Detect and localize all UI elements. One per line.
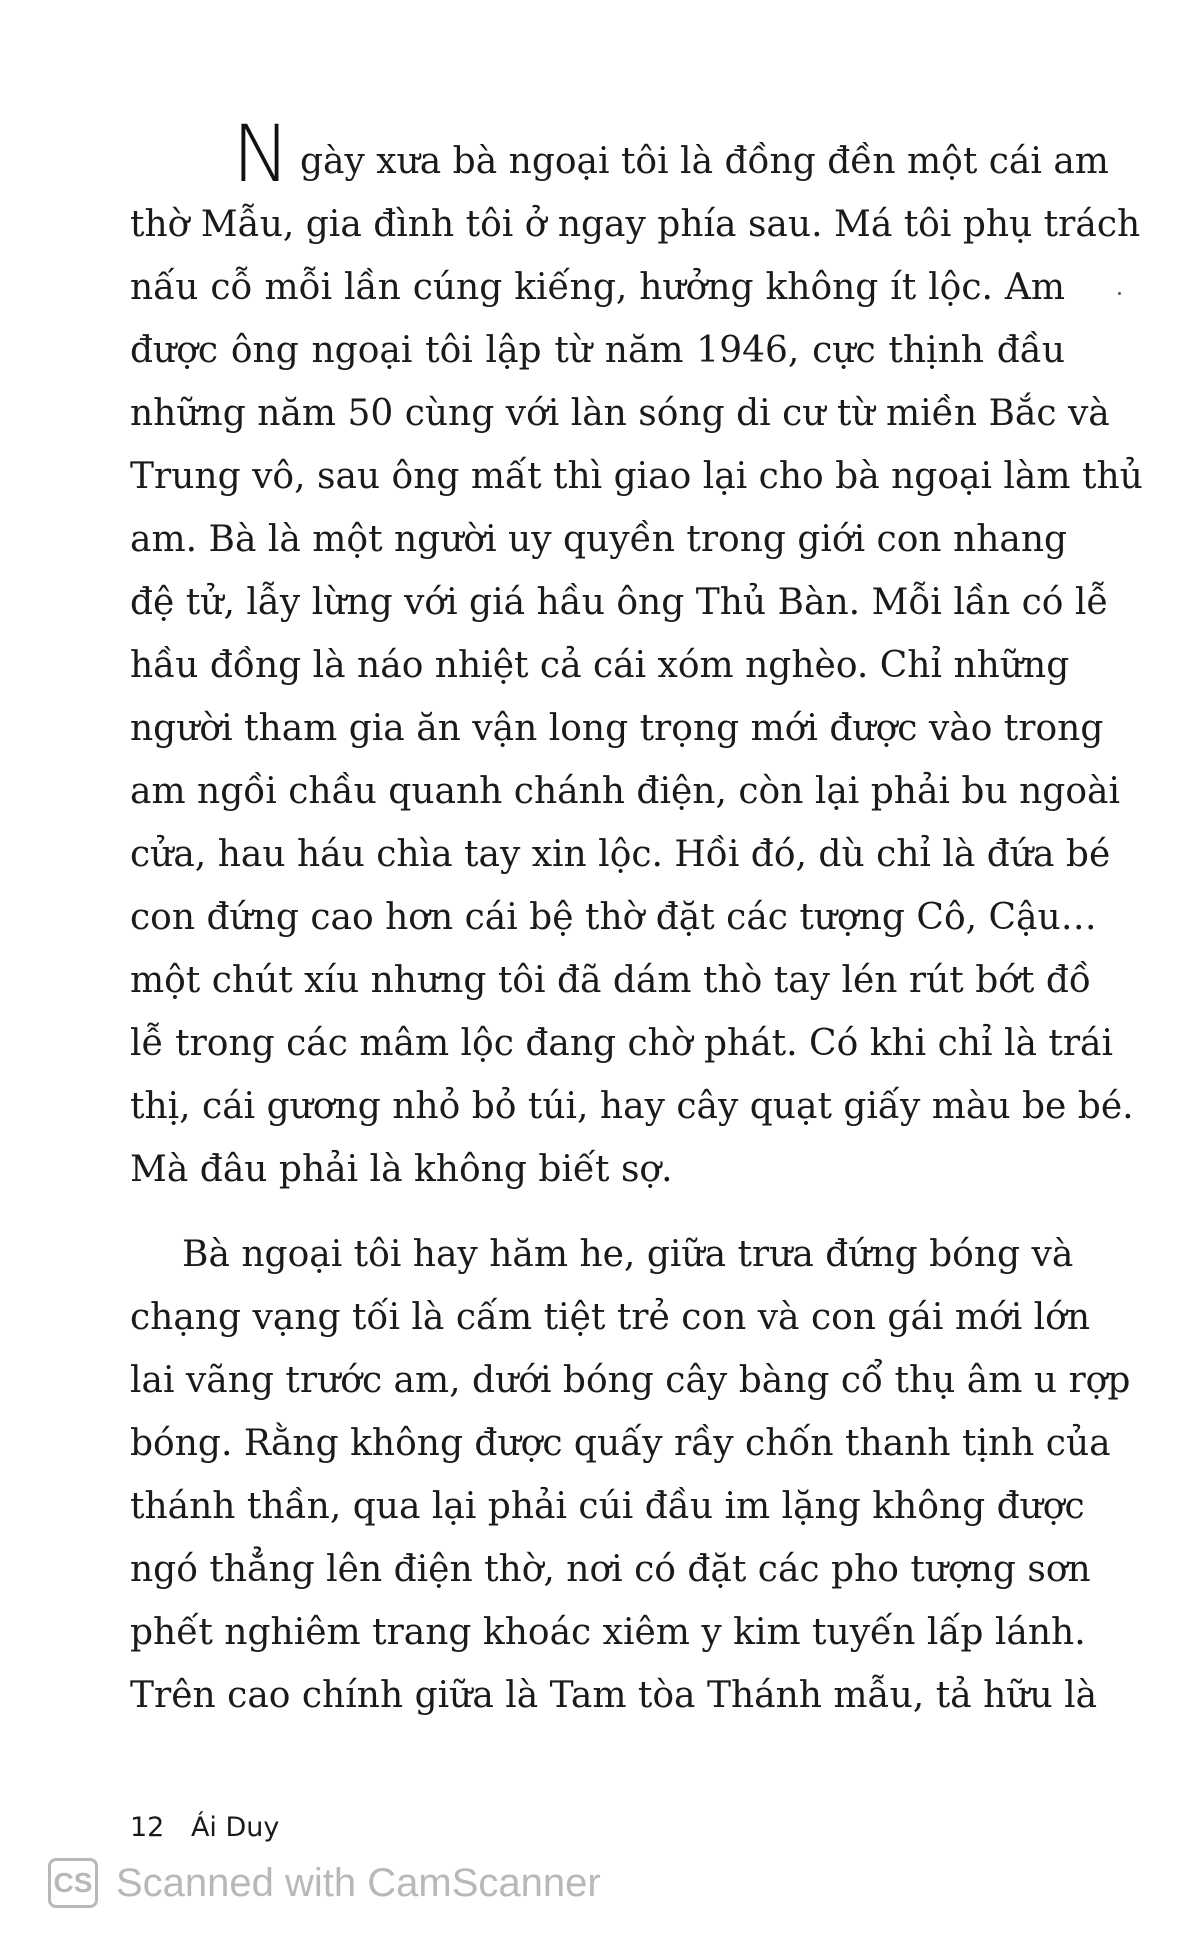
camscanner-logo-icon: CS [48, 1858, 98, 1908]
author-name: Ái Duy [190, 1812, 280, 1843]
text-line: Mà đâu phải là không biết sợ. [130, 1149, 673, 1190]
scan-speck [1118, 292, 1121, 295]
text-line: đệ tử, lẫy lừng với giá hầu ông Thủ Bàn. Mỗi lần có lễ [130, 582, 1109, 623]
text-line: ngó thẳng lên điện thờ, nơi có đặt các pho tượng sơn [130, 1549, 1091, 1590]
page-footer [130, 1812, 279, 1843]
text-line: Bà ngoại tôi hay hăm he, giữa trưa đứng bóng và [182, 1234, 1074, 1275]
text-line: được ông ngoại tôi lập từ năm 1946, cực thịnh đầu [130, 330, 1065, 371]
text-line: thị, cái gương nhỏ bỏ túi, hay cây quạt giấy màu be bé. [130, 1086, 1134, 1127]
text-line: chạng vạng tối là cấm tiệt trẻ con và con gái mới lớn [130, 1297, 1091, 1338]
text-line: gày xưa bà ngoại tôi là đồng đền một cái am [300, 141, 1109, 182]
text-line: thánh thần, qua lại phải cúi đầu im lặng không được [130, 1486, 1085, 1527]
text-line: những năm 50 cùng với làn sóng di cư từ miền Bắc và [130, 393, 1110, 434]
text-line: hầu đồng là náo nhiệt cả cái xóm nghèo. Chỉ những [130, 645, 1070, 686]
text-line: Trên cao chính giữa là Tam tòa Thánh mẫu, tả hữu là [130, 1675, 1098, 1716]
text-line: lai vãng trước am, dưới bóng cây bàng cổ thụ âm u rợp [130, 1360, 1131, 1401]
scanner-watermark [48, 1858, 601, 1908]
text-line: phết nghiêm trang khoác xiêm y kim tuyến lấp lánh. [130, 1612, 1086, 1653]
drop-cap: N [232, 110, 291, 200]
page-number: 12 [130, 1812, 165, 1843]
paragraph-1-first-line [130, 110, 1109, 200]
text-line: thờ Mẫu, gia đình tôi ở ngay phía sau. Má tôi phụ trách [130, 204, 1141, 245]
paragraph-gap [130, 1201, 1065, 1223]
text-line: người tham gia ăn vận long trọng mới được vào trong [130, 708, 1104, 749]
text-line: bóng. Rằng không được quấy rầy chốn thanh tịnh của [130, 1423, 1111, 1464]
text-line: một chút xíu nhưng tôi đã dám thò tay lén rút bớt đồ [130, 960, 1091, 1001]
text-line: lễ trong các mâm lộc đang chờ phát. Có khi chỉ là trái [130, 1023, 1114, 1064]
watermark-text: Scanned with CamScanner [116, 1860, 601, 1905]
text-line: con đứng cao hơn cái bệ thờ đặt các tượng Cô, Cậu… [130, 897, 1097, 938]
body-text [130, 110, 1143, 1727]
text-line: nấu cỗ mỗi lần cúng kiếng, hưởng không ít lộc. Am [130, 267, 1065, 308]
text-line: am. Bà là một người uy quyền trong giới con nhang [130, 519, 1068, 560]
text-line: Trung vô, sau ông mất thì giao lại cho bà ngoại làm thủ [130, 456, 1143, 497]
text-line: am ngồi chầu quanh chánh điện, còn lại phải bu ngoài [130, 771, 1120, 812]
text-line: cửa, hau háu chìa tay xin lộc. Hồi đó, dù chỉ là đứa bé [130, 834, 1111, 875]
